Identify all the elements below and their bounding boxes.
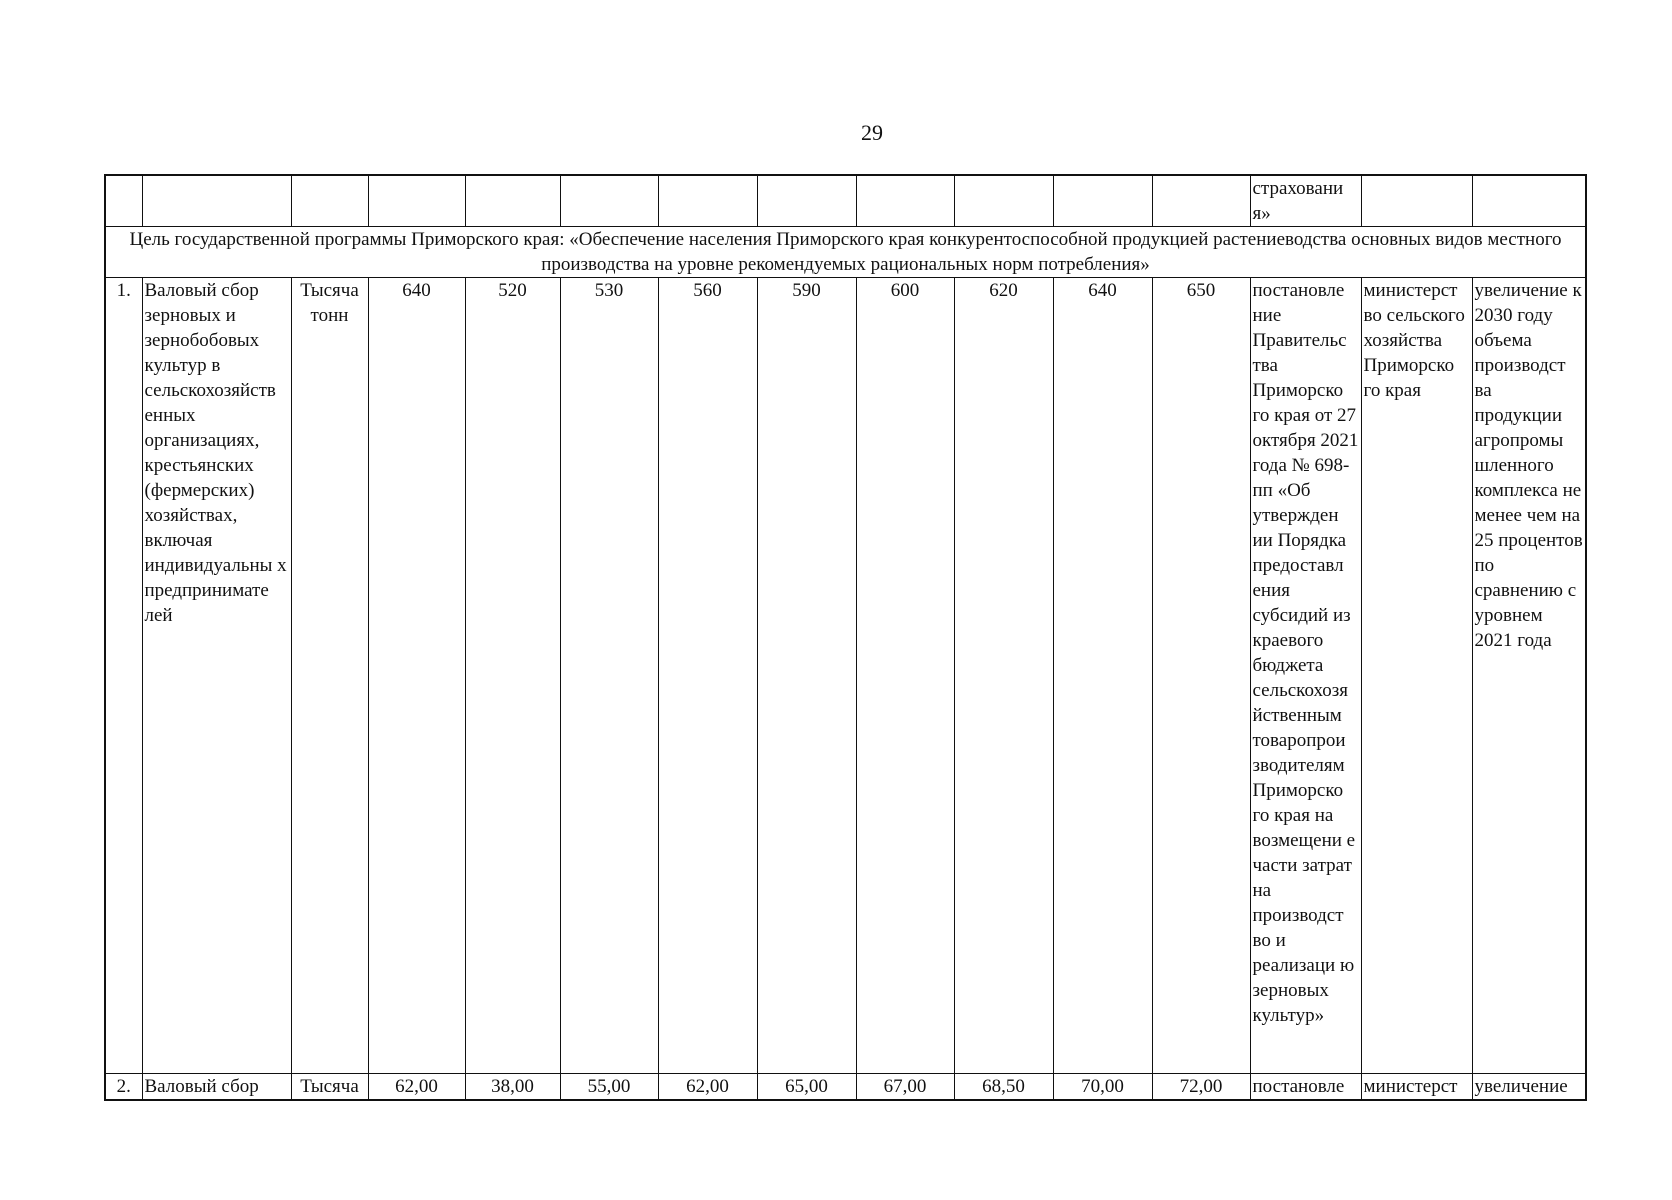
value-cell: 65,00: [757, 1074, 856, 1101]
unit: Тысяча: [291, 1074, 368, 1101]
cell: [1361, 175, 1472, 227]
goal-row: [105, 227, 1586, 278]
cell: [954, 175, 1053, 227]
responsible-body: министерст: [1361, 1074, 1472, 1101]
cell-document: страховани я»: [1250, 175, 1361, 227]
program-goal: Цель государственной программы Приморского края: «Обеспечение населения Приморского края конкурентоспособной продукцией растениеводства основных видов местного производства на уровне рекомендуемых рациональных норм потребления»: [105, 227, 1586, 278]
cell: [856, 175, 954, 227]
cell: [1053, 175, 1152, 227]
indicator-name: Валовый сбор: [142, 1074, 291, 1101]
value-cell: 62,00: [368, 1074, 465, 1101]
row-number: 2.: [105, 1074, 142, 1101]
row-number: 1.: [105, 278, 142, 1074]
cell: [658, 175, 757, 227]
cell: [142, 175, 291, 227]
value-cell: 620: [954, 278, 1053, 1074]
cell: [757, 175, 856, 227]
expected-result: увеличение: [1472, 1074, 1586, 1101]
cell: [1152, 175, 1250, 227]
responsible-body: министерст во сельского хозяйства Приморско го края: [1361, 278, 1472, 1074]
value-cell: 55,00: [560, 1074, 658, 1101]
legal-document: постановле ние Правительс тва Приморско го края от 27 октября 2021 года № 698-пп «Об утвержден ии Порядка предоставл ения субсидий из краевого бюджета сельскохозя йственным товаропрои зводителям Приморско го края на возмещени е части затрат на производст во и реализаци ю зерновых культур»: [1250, 278, 1361, 1074]
unit: Тысяча тонн: [291, 278, 368, 1074]
cell: [560, 175, 658, 227]
table-row: [105, 1074, 1586, 1101]
value-cell: 640: [368, 278, 465, 1074]
value-cell: 68,50: [954, 1074, 1053, 1101]
value-cell: 560: [658, 278, 757, 1074]
indicators-table: [104, 174, 1587, 1101]
value-cell: 650: [1152, 278, 1250, 1074]
value-cell: 520: [465, 278, 560, 1074]
legal-document: постановле: [1250, 1074, 1361, 1101]
value-cell: 600: [856, 278, 954, 1074]
cell: [291, 175, 368, 227]
value-cell: 530: [560, 278, 658, 1074]
indicator-name: Валовый сбор зерновых и зернобобовых культур в сельскохозяйств енных организациях, крестьянских (фермерских) хозяйствах, включая индивидуальны х предпринимате лей: [142, 278, 291, 1074]
expected-result: увеличение к 2030 году объема производст ва продукции агропромы шленного комплекса не менее чем на 25 процентов по сравнению с уровнем 2021 года: [1472, 278, 1586, 1074]
value-cell: 590: [757, 278, 856, 1074]
cell: [368, 175, 465, 227]
continuation-row: [105, 175, 1586, 227]
value-cell: 62,00: [658, 1074, 757, 1101]
value-cell: 70,00: [1053, 1074, 1152, 1101]
value-cell: 640: [1053, 278, 1152, 1074]
value-cell: 72,00: [1152, 1074, 1250, 1101]
cell: [465, 175, 560, 227]
value-cell: 38,00: [465, 1074, 560, 1101]
cell: [1472, 175, 1586, 227]
table-row: [105, 278, 1586, 1074]
value-cell: 67,00: [856, 1074, 954, 1101]
cell-number: [105, 175, 142, 227]
page-number: 29: [861, 120, 883, 145]
